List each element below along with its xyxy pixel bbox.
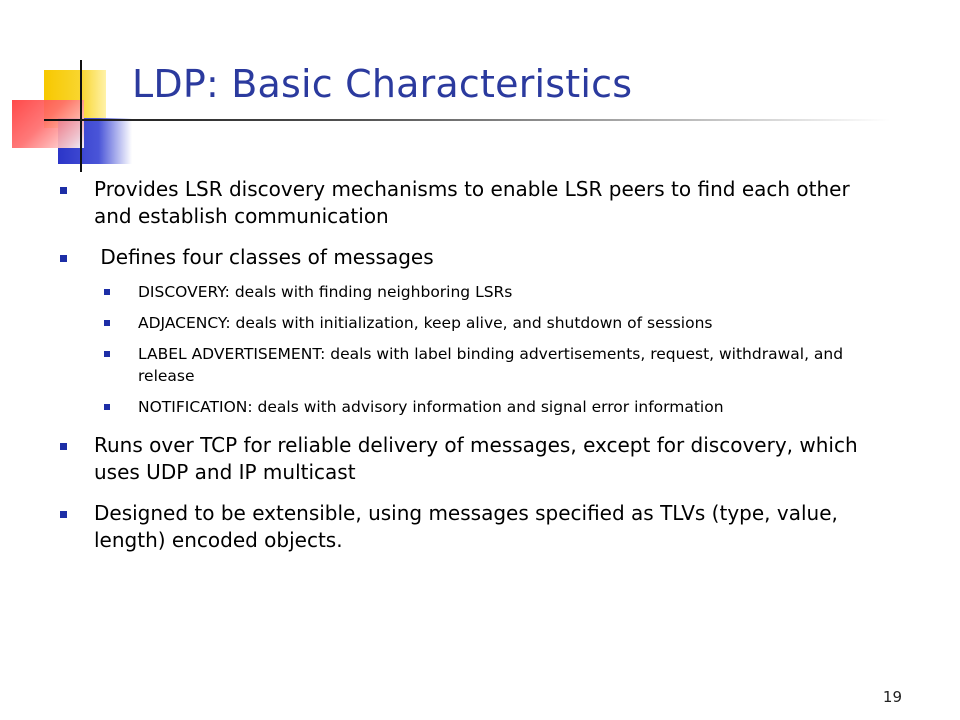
bullet-item [60,244,880,271]
sub-bullet-icon [104,289,110,295]
bullet-icon [60,443,67,450]
sub-bullet-text: LABEL ADVERTISEMENT: deals with label binding advertisements, request, withdrawal, and release [138,345,844,385]
sub-bullet-icon [104,351,110,357]
page-number: 19 [882,688,902,706]
sub-bullet-item [104,343,880,387]
bullet-text: Runs over TCP for reliable delivery of messages, except for discovery, which uses UDP and IP multicast [94,433,858,484]
bullet-item [60,176,880,230]
sub-bullet-icon [104,404,110,410]
bullet-text: Designed to be extensible, using messages specified as TLVs (type, value, length) encoded objects. [94,501,838,552]
slide-content [60,176,880,568]
logo-red-square [12,100,84,148]
bullet-icon [60,255,67,262]
bullet-text: Provides LSR discovery mechanisms to enable LSR peers to find each other and establish communication [94,177,850,228]
bullet-text: Defines four classes of messages [94,245,434,269]
sub-bullet-item [104,281,880,303]
sub-bullet-item [104,312,880,334]
sub-bullet-text: DISCOVERY: deals with finding neighboring LSRs [138,283,513,301]
bullet-item [60,500,880,554]
sub-bullet-icon [104,320,110,326]
decorative-logo [0,0,140,180]
bullet-item [60,432,880,486]
sub-bullet-text: ADJACENCY: deals with initialization, keep alive, and shutdown of sessions [138,314,713,332]
sub-bullet-text: NOTIFICATION: deals with advisory information and signal error information [138,398,724,416]
logo-vertical-line [80,60,82,172]
title-underline [80,119,890,121]
bullet-icon [60,187,67,194]
bullet-icon [60,511,67,518]
slide-title: LDP: Basic Characteristics [132,62,633,106]
sub-bullet-item [104,396,880,418]
